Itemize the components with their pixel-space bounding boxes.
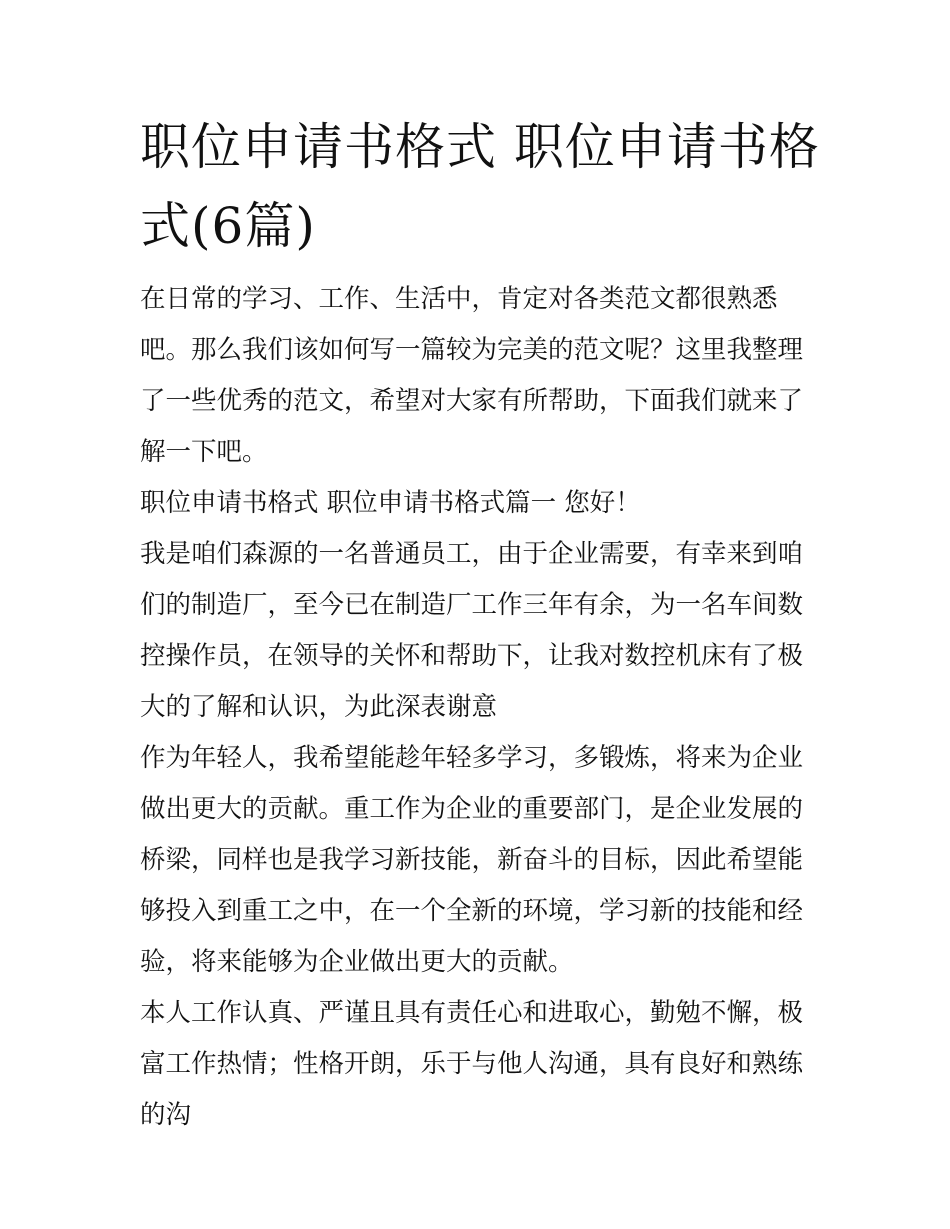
paragraph-intro: 在日常的学习、工作、生活中，肯定对各类范文都很熟悉吧。那么我们该如何写一篇较为完美的范文呢？这里我整理了一些优秀的范文，希望对大家有所帮助，下面我们就来了解一下吧。 [140, 284, 804, 467]
paragraph-qualities: 本人工作认真、严谨且具有责任心和进取心，勤勉不懈，极富工作热情；性格开朗，乐于与他人沟通，具有良好和熟练的沟 [140, 998, 804, 1130]
paragraph-greeting: 职位申请书格式 职位申请书格式篇一 您好！ [140, 488, 641, 518]
document-body [140, 108, 820, 1141]
paragraph-self-intro: 我是咱们森源的一名普通员工，由于企业需要，有幸来到咱们的制造厂，至今已在制造厂工作三年有余，为一名车间数控操作员，在领导的关怀和帮助下，让我对数控机床有了极大的了解和认识，为此深表谢意 [140, 539, 804, 722]
paragraph-motivation: 作为年轻人，我希望能趁年轻多学习，多锻炼，将来为企业做出更大的贡献。重工作为企业的重要部门，是企业发展的桥梁，同样也是我学习新技能，新奋斗的目标，因此希望能够投入到重工之中，在一个全新的环境，学习新的技能和经验，将来能够为企业做出更大的贡献。 [140, 743, 804, 977]
document-title: 职位申请书格式 职位申请书格式(6篇) [140, 118, 820, 255]
